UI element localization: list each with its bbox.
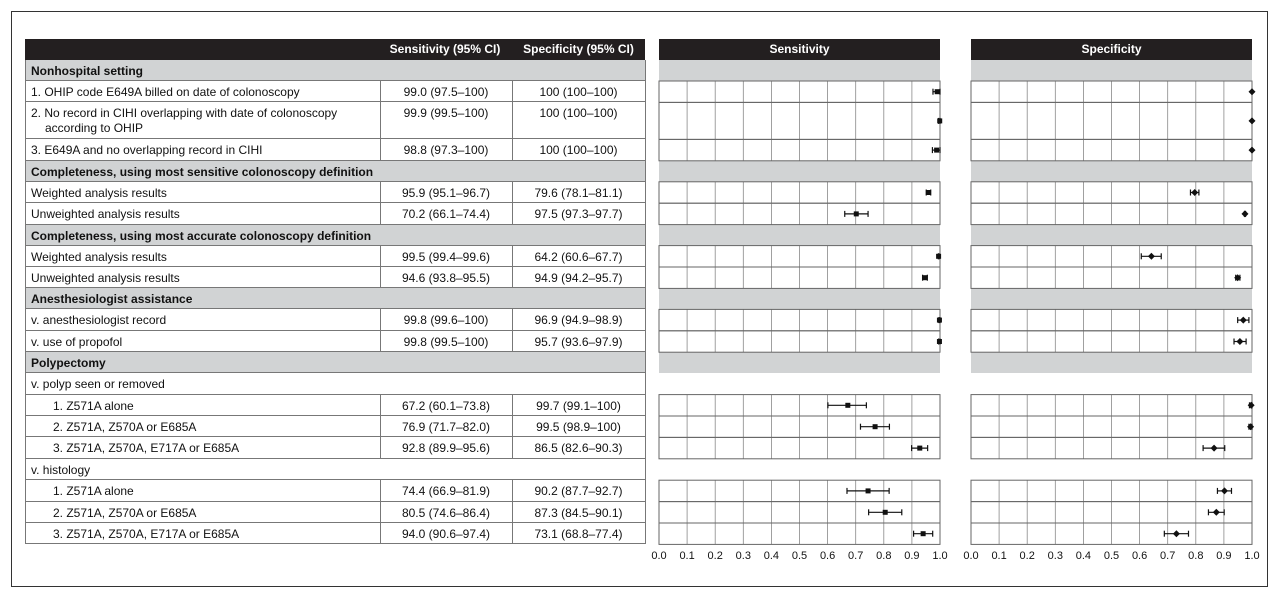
row-label: Unweighted analysis results <box>31 271 180 285</box>
specificity-value: 87.3 (84.5–90.1) <box>534 505 623 520</box>
plot-row <box>971 395 1255 416</box>
x-tick-label: 0.0 <box>963 550 979 563</box>
sensitivity-value: 94.0 (90.6–97.4) <box>401 527 491 541</box>
plot-row <box>659 182 940 203</box>
point-estimate-square <box>921 531 926 536</box>
point-estimate-diamond <box>1173 530 1180 537</box>
section-label: Nonhospital setting <box>31 64 143 78</box>
x-tick-label: 0.7 <box>848 550 864 563</box>
plot-row <box>971 416 1254 437</box>
plot-row <box>659 309 942 330</box>
plot-row <box>971 523 1252 544</box>
point-estimate-diamond <box>1249 88 1256 95</box>
sensitivity-value: 99.0 (97.5–100) <box>403 85 489 99</box>
plot-row <box>971 139 1256 160</box>
plot-row <box>971 203 1252 224</box>
plot-row <box>971 267 1252 288</box>
specificity-value: 95.7 (93.6–97.9) <box>534 334 623 349</box>
row-label: Unweighted analysis results <box>31 207 180 222</box>
plot-row <box>971 502 1252 523</box>
point-estimate-square <box>873 424 878 429</box>
plot-row <box>659 203 940 224</box>
point-estimate-diamond <box>1213 509 1220 516</box>
x-tick-label: 0.8 <box>1188 550 1204 563</box>
point-estimate-square <box>937 118 942 123</box>
plot-row <box>659 523 940 544</box>
x-tick-label: 0.5 <box>791 550 808 563</box>
x-tick-label: 0.1 <box>991 550 1007 563</box>
specificity-value: 94.9 (94.2–95.7) <box>534 271 623 285</box>
specificity-column-header: Specificity (95% CI) <box>512 39 645 60</box>
x-tick-label: 0.1 <box>679 550 695 563</box>
point-estimate-square <box>917 446 922 451</box>
sensitivity-value: 74.4 (66.9–81.9) <box>401 484 491 499</box>
x-tick-label: 0.6 <box>1131 550 1148 563</box>
sensitivity-value: 70.2 (66.1–74.4) <box>401 207 491 222</box>
row-label: 1. Z571A alone <box>53 484 134 499</box>
point-estimate-square <box>926 190 931 195</box>
point-estimate-diamond <box>1249 117 1256 124</box>
plot-row <box>971 437 1252 458</box>
point-estimate-diamond <box>1241 210 1248 217</box>
x-tick-label: 0.2 <box>1019 550 1035 563</box>
point-estimate-diamond <box>1249 147 1256 154</box>
specificity-value: 73.1 (68.8–77.4) <box>534 527 623 541</box>
plot-row <box>971 331 1252 352</box>
point-estimate-diamond <box>1211 445 1218 452</box>
sensitivity-value: 99.9 (99.5–100) <box>403 106 489 121</box>
plot-row <box>971 81 1256 102</box>
subheading-label: v. polyp seen or removed <box>31 377 165 392</box>
x-tick-label: 0.4 <box>1075 550 1092 563</box>
plot-row <box>659 81 940 102</box>
row-label: Weighted analysis results <box>31 249 167 264</box>
sensitivity-value: 80.5 (74.6–86.4) <box>401 505 491 520</box>
point-estimate-square <box>854 211 859 216</box>
plot-row <box>659 416 940 437</box>
x-tick-label: 0.0 <box>651 550 667 563</box>
point-estimate-diamond <box>1191 189 1198 196</box>
x-tick-label: 0.4 <box>763 550 780 563</box>
plot-row <box>659 102 942 139</box>
specificity-value: 86.5 (82.6–90.3) <box>534 441 623 456</box>
row-label: Weighted analysis results <box>31 185 167 200</box>
sensitivity-value: 95.9 (95.1–96.7) <box>401 185 491 200</box>
specificity-value: 100 (100–100) <box>539 143 618 158</box>
plot-row <box>659 267 940 288</box>
row-label: 3. Z571A, Z570A, E717A or E685A <box>53 527 240 541</box>
x-tick-label: 1.0 <box>932 550 948 563</box>
sensitivity-value: 67.2 (60.1–73.8) <box>401 398 491 413</box>
sensitivity-value: 92.8 (89.9–95.6) <box>401 441 491 456</box>
point-estimate-square <box>934 148 939 153</box>
x-tick-label: 0.9 <box>1216 550 1232 563</box>
specificity-value: 99.7 (99.1–100) <box>536 398 621 413</box>
section-label: Polypectomy <box>31 356 106 371</box>
specificity-value: 97.5 (97.3–97.7) <box>534 207 623 222</box>
point-estimate-diamond <box>1148 253 1155 260</box>
row-label-continued: according to OHIP <box>45 121 144 136</box>
row-label: v. use of propofol <box>31 334 123 349</box>
row-label: 1. OHIP code E649A billed on date of colonoscopy <box>31 85 300 99</box>
sensitivity-value: 94.6 (93.8–95.5) <box>401 271 491 285</box>
specificity-value: 64.2 (60.6–67.7) <box>534 249 623 264</box>
plot-row <box>971 309 1252 330</box>
specificity-value: 99.5 (98.9–100) <box>536 420 621 434</box>
sensitivity-panel-header: Sensitivity <box>659 39 940 60</box>
plot-row <box>659 502 940 523</box>
plot-row <box>659 139 940 160</box>
point-estimate-square <box>937 318 942 323</box>
specificity-value: 100 (100–100) <box>539 106 618 121</box>
section-label: Completeness, using most sensitive colonoscopy definition <box>31 164 374 179</box>
point-estimate-square <box>937 339 942 344</box>
point-estimate-diamond <box>1247 423 1254 430</box>
plot-row <box>971 182 1252 203</box>
point-estimate-square <box>922 275 927 280</box>
point-estimate-square <box>936 254 941 259</box>
sensitivity-value: 98.8 (97.3–100) <box>403 143 489 158</box>
x-tick-label: 1.0 <box>1244 550 1260 563</box>
point-estimate-diamond <box>1248 402 1255 409</box>
row-label: 2. Z571A, Z570A or E685A <box>53 505 197 520</box>
row-label: 2. No record in CIHI overlapping with date of colonoscopy <box>31 106 338 121</box>
sensitivity-column-header: Sensitivity (95% CI) <box>380 39 510 60</box>
x-tick-label: 0.2 <box>707 550 723 563</box>
sensitivity-value: 99.8 (99.5–100) <box>403 334 489 349</box>
plot-row <box>971 246 1252 267</box>
section-label: Completeness, using most accurate colonoscopy definition <box>31 228 372 243</box>
x-tick-label: 0.5 <box>1103 550 1120 563</box>
row-label: 2. Z571A, Z570A or E685A <box>53 420 197 434</box>
sensitivity-value: 99.8 (99.6–100) <box>403 313 489 328</box>
point-estimate-square <box>845 403 850 408</box>
point-estimate-square <box>866 488 871 493</box>
point-estimate-diamond <box>1240 317 1247 324</box>
row-label: 3. E649A and no overlapping record in CIHI <box>31 143 263 158</box>
specificity-panel-header: Specificity <box>971 39 1252 60</box>
sensitivity-value: 76.9 (71.7–82.0) <box>401 420 491 434</box>
point-estimate-square <box>935 89 940 94</box>
sensitivity-value: 99.5 (99.4–99.6) <box>401 249 491 264</box>
section-label: Anesthesiologist assistance <box>31 292 193 307</box>
plot-row <box>971 102 1256 139</box>
x-tick-label: 0.6 <box>819 550 836 563</box>
x-tick-label: 0.8 <box>876 550 892 563</box>
x-tick-label: 0.3 <box>735 550 751 563</box>
row-label: 1. Z571A alone <box>53 398 134 413</box>
plot-row <box>971 480 1252 501</box>
plot-row <box>659 246 941 267</box>
plot-row <box>659 395 940 416</box>
subheading-label: v. histology <box>31 462 91 477</box>
plot-row <box>659 331 942 352</box>
x-tick-label: 0.3 <box>1047 550 1063 563</box>
specificity-value: 90.2 (87.7–92.7) <box>534 484 623 499</box>
x-tick-label: 0.9 <box>904 550 920 563</box>
specificity-value: 96.9 (94.9–98.9) <box>534 313 623 328</box>
specificity-value: 79.6 (78.1–81.1) <box>534 185 623 200</box>
plot-row <box>659 437 940 458</box>
row-label: v. anesthesiologist record <box>31 313 167 328</box>
point-estimate-diamond <box>1221 487 1228 494</box>
point-estimate-diamond <box>1236 338 1243 345</box>
plot-row <box>659 480 940 501</box>
point-estimate-square <box>883 510 888 515</box>
specificity-value: 100 (100–100) <box>539 85 618 99</box>
x-tick-label: 0.7 <box>1160 550 1176 563</box>
row-label: 3. Z571A, Z570A, E717A or E685A <box>53 441 240 456</box>
